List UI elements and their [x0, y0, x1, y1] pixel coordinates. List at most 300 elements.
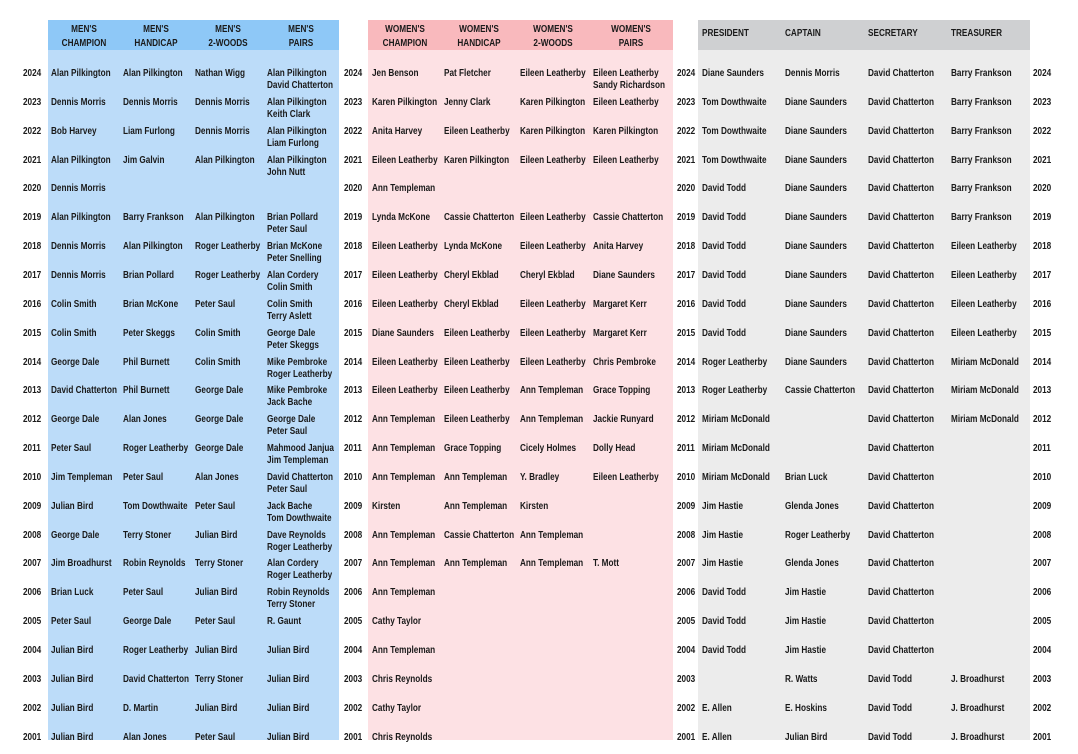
year-label: 2014 [23, 357, 42, 368]
women-cell: Ann Templeman [372, 183, 436, 194]
officer-cell: Diane Saunders [785, 270, 847, 281]
officer-cell: Jim Hastie [785, 587, 827, 598]
men-cell: Roger Leatherby [123, 645, 189, 656]
men-cell: Terry Stoner [123, 530, 172, 541]
men-cell: Peter Saul [123, 587, 164, 598]
men-header-2-line: MEN'S [143, 24, 169, 35]
officer-cell: David Chatterton [868, 97, 935, 108]
year-label: 2018 [677, 241, 696, 252]
women-cell: Karen Pilkington [444, 155, 510, 166]
men-cell: Julian Bird [195, 645, 238, 656]
men-cell: Dennis Morris [51, 241, 106, 252]
men-cell: Peter Saul [51, 616, 92, 627]
men-cell: Julian Bird [267, 645, 310, 656]
men-cell: Alan Cordery Colin Smith [267, 270, 319, 293]
officer-cell: Roger Leatherby [785, 530, 851, 541]
men-header-3-line: MEN'S [215, 24, 241, 35]
year-label: 2018 [1033, 241, 1052, 252]
year-label: 2021 [677, 155, 696, 166]
women-header-3-line: 2-WOODS [533, 38, 573, 49]
men-cell: Peter Saul [195, 501, 236, 512]
men-cell: George Dale [195, 414, 244, 425]
men-cell: Julian Bird [195, 703, 238, 714]
officer-cell: David Chatterton [868, 472, 935, 483]
year-label: 2023 [23, 97, 42, 108]
women-cell: Jackie Runyard [593, 414, 654, 425]
year-label: 2010 [23, 472, 42, 483]
officer-cell: David Chatterton [868, 299, 935, 310]
officer-cell: Miriam McDonald [951, 414, 1019, 425]
year-label: 2019 [677, 212, 696, 223]
officer-cell: Diane Saunders [785, 183, 847, 194]
women-header-2-line: WOMEN'S [459, 24, 499, 35]
officer-cell: Diane Saunders [702, 68, 764, 79]
year-label: 2016 [344, 299, 363, 310]
year-label: 2024 [677, 68, 696, 79]
officer-cell: Tom Dowthwaite [702, 97, 767, 108]
year-label: 2002 [677, 703, 696, 714]
women-cell: Diane Saunders [593, 270, 655, 281]
year-label: 2013 [23, 385, 42, 396]
women-cell: Eileen Leatherby [444, 357, 510, 368]
year-label: 2005 [344, 616, 363, 627]
officer-cell: David Todd [868, 732, 913, 743]
year-label: 2006 [344, 587, 363, 598]
men-cell: D. Martin [123, 703, 159, 714]
men-cell: Peter Saul [123, 472, 164, 483]
men-cell: Alan Pilkington Liam Furlong [267, 126, 327, 149]
officer-cell: David Chatterton [868, 357, 935, 368]
year-label: 2002 [1033, 703, 1052, 714]
men-cell: Julian Bird [267, 732, 310, 743]
officer-cell: David Chatterton [868, 328, 935, 339]
men-header-4-line: MEN'S [288, 24, 314, 35]
women-cell: Ann Templeman [520, 558, 584, 569]
officer-header-treasurer: TREASURER [951, 28, 1003, 39]
year-label: 2015 [677, 328, 696, 339]
men-cell: Roger Leatherby [195, 270, 261, 281]
men-cell: Liam Furlong [123, 126, 175, 137]
officer-cell: David Todd [868, 674, 913, 685]
year-label: 2015 [23, 328, 42, 339]
year-label: 2012 [1033, 414, 1052, 425]
men-cell: Bob Harvey [51, 126, 97, 137]
year-label: 2022 [1033, 126, 1052, 137]
women-cell: Lynda McKone [372, 212, 431, 223]
year-label: 2001 [677, 732, 696, 743]
men-cell: Brian McKone [123, 299, 179, 310]
men-cell: David Chatterton Peter Saul [267, 472, 334, 495]
women-cell: Ann Templeman [372, 558, 436, 569]
men-cell: Phil Burnett [123, 357, 170, 368]
women-cell: Eileen Leatherby [444, 328, 510, 339]
men-cell: Brian Pollard Peter Saul [267, 212, 319, 235]
year-label: 2024 [1033, 68, 1052, 79]
men-header-4 [260, 23, 342, 51]
officer-cell: Barry Frankson [951, 155, 1012, 166]
men-header-1-line: MEN'S [71, 24, 97, 35]
men-cell: Alan Pilkington John Nutt [267, 155, 327, 178]
year-label: 2014 [1033, 357, 1052, 368]
women-cell: Margaret Kerr [593, 328, 647, 339]
officer-cell: David Chatterton [868, 68, 935, 79]
year-label: 2006 [677, 587, 696, 598]
men-cell: Julian Bird [51, 645, 94, 656]
men-cell: George Dale [51, 530, 100, 541]
women-cell: Cassie Chatterton [444, 212, 515, 223]
women-cell: Ann Templeman [520, 414, 584, 425]
women-header-2 [438, 23, 520, 51]
women-cell: Cathy Taylor [372, 703, 422, 714]
year-label: 2008 [1033, 530, 1052, 541]
year-label: 2013 [344, 385, 363, 396]
men-cell: George Dale [51, 414, 100, 425]
men-cell: Jack Bache Tom Dowthwaite [267, 501, 332, 524]
women-cell: Eileen Leatherby [444, 385, 510, 396]
women-header-1-line: WOMEN'S [385, 24, 425, 35]
women-header-4-line: PAIRS [618, 38, 644, 49]
men-cell: Roger Leatherby [195, 241, 261, 252]
women-cell: Eileen Leatherby [444, 414, 510, 425]
officer-cell: Miriam McDonald [951, 385, 1019, 396]
men-cell: Mike Pembroke Jack Bache [267, 385, 328, 408]
women-cell: Cheryl Ekblad [520, 270, 575, 281]
men-header-4-line: PAIRS [288, 38, 314, 49]
officer-cell: Glenda Jones [785, 558, 839, 569]
officer-cell: R. Watts [785, 674, 818, 685]
officer-cell: David Todd [702, 183, 747, 194]
men-cell: Brian McKone Peter Snelling [267, 241, 323, 264]
men-cell: Alan Jones [195, 472, 239, 483]
officer-cell: Tom Dowthwaite [702, 126, 767, 137]
officer-cell: Jim Hastie [702, 530, 744, 541]
year-label: 2004 [677, 645, 696, 656]
year-label: 2020 [677, 183, 696, 194]
year-label: 2020 [344, 183, 363, 194]
officer-cell: Jim Hastie [702, 501, 744, 512]
men-cell: Alan Jones [123, 414, 167, 425]
year-label: 2001 [23, 732, 42, 743]
women-header-1-line: CHAMPION [382, 38, 428, 49]
officer-cell: Glenda Jones [785, 501, 839, 512]
year-label: 2010 [344, 472, 363, 483]
officer-cell: Cassie Chatterton [785, 385, 856, 396]
women-cell: Ann Templeman [444, 558, 508, 569]
women-cell: Eileen Leatherby [593, 97, 659, 108]
women-cell: Eileen Leatherby [593, 472, 659, 483]
men-cell: Alan Pilkington Keith Clark [267, 97, 327, 120]
officer-cell: Tom Dowthwaite [702, 155, 767, 166]
year-label: 2021 [344, 155, 363, 166]
officer-cell: Jim Hastie [785, 645, 827, 656]
men-cell: Nathan Wigg [195, 68, 246, 79]
officer-cell: David Todd [702, 270, 747, 281]
women-cell: Diane Saunders [372, 328, 434, 339]
men-cell: Colin Smith [51, 328, 97, 339]
men-cell: George Dale [195, 443, 244, 454]
officer-cell: Barry Frankson [951, 126, 1012, 137]
officer-header-president: PRESIDENT [702, 28, 749, 39]
year-label: 2002 [344, 703, 363, 714]
officer-cell: David Todd [868, 703, 913, 714]
year-label: 2011 [1033, 443, 1051, 454]
men-cell: Dennis Morris [195, 97, 250, 108]
men-header-3-line: 2-WOODS [208, 38, 248, 49]
men-cell: George Dale [195, 385, 244, 396]
year-label: 2009 [344, 501, 363, 512]
officer-cell: David Chatterton [868, 414, 935, 425]
men-cell: Julian Bird [195, 587, 238, 598]
men-cell: Colin Smith [51, 299, 97, 310]
year-label: 2007 [1033, 558, 1052, 569]
year-label: 2020 [23, 183, 42, 194]
officer-cell: Eileen Leatherby [951, 270, 1017, 281]
women-cell: Ann Templeman [520, 530, 584, 541]
year-label: 2005 [1033, 616, 1052, 627]
women-cell: Ann Templeman [520, 385, 584, 396]
women-cell: Eileen Leatherby [372, 299, 438, 310]
men-cell: Dennis Morris [123, 97, 178, 108]
officer-cell: E. Allen [702, 732, 732, 743]
men-cell: Julian Bird [51, 732, 94, 743]
men-cell: Robin Reynolds Terry Stoner [267, 587, 330, 610]
men-cell: Alan Pilkington [51, 155, 111, 166]
officer-cell: Roger Leatherby [702, 385, 768, 396]
year-label: 2024 [23, 68, 42, 79]
women-header-4 [590, 23, 672, 51]
year-label: 2017 [23, 270, 42, 281]
year-label: 2001 [1033, 732, 1052, 743]
year-label: 2022 [677, 126, 696, 137]
men-cell: George Dale [51, 357, 100, 368]
women-cell: Karen Pilkington [593, 126, 659, 137]
women-cell: Ann Templeman [372, 472, 436, 483]
officer-cell: Eileen Leatherby [951, 328, 1017, 339]
officer-cell: David Todd [702, 616, 747, 627]
year-label: 2013 [1033, 385, 1052, 396]
year-label: 2003 [344, 674, 363, 685]
men-cell: Julian Bird [51, 501, 94, 512]
year-label: 2013 [677, 385, 696, 396]
officer-cell: Diane Saunders [785, 328, 847, 339]
officer-cell: Julian Bird [785, 732, 828, 743]
men-cell: Julian Bird [267, 674, 310, 685]
officer-cell: Jim Hastie [785, 616, 827, 627]
men-cell: Mahmood Janjua Jim Templeman [267, 443, 334, 466]
year-label: 2004 [344, 645, 363, 656]
men-cell: Dennis Morris [51, 270, 106, 281]
year-label: 2008 [23, 530, 42, 541]
year-label: 2006 [1033, 587, 1052, 598]
year-label: 2002 [23, 703, 42, 714]
women-cell: Eileen Leatherby [520, 155, 586, 166]
year-label: 2003 [23, 674, 42, 685]
officer-cell: David Chatterton [868, 126, 935, 137]
women-cell: Anita Harvey [593, 241, 644, 252]
officer-cell: David Chatterton [868, 558, 935, 569]
officer-cell: Diane Saunders [785, 357, 847, 368]
year-label: 2001 [344, 732, 363, 743]
men-cell: Dave Reynolds Roger Leatherby [267, 530, 333, 553]
officer-cell: David Chatterton [868, 587, 935, 598]
year-label: 2018 [344, 241, 363, 252]
men-header-1-line: CHAMPION [61, 38, 107, 49]
year-label: 2016 [677, 299, 696, 310]
women-cell: T. Mott [593, 558, 619, 569]
year-label: 2022 [344, 126, 363, 137]
men-cell: Peter Saul [195, 732, 236, 743]
men-cell: Dennis Morris [51, 97, 106, 108]
men-cell: Alan Pilkington [195, 212, 255, 223]
women-cell: Eileen Leatherby [520, 328, 586, 339]
year-label: 2016 [23, 299, 42, 310]
officer-cell: E. Hoskins [785, 703, 827, 714]
officer-cell: J. Broadhurst [951, 703, 1005, 714]
year-label: 2003 [1033, 674, 1052, 685]
year-label: 2006 [23, 587, 42, 598]
women-cell: Eileen Leatherby [520, 241, 586, 252]
men-cell: David Chatterton [51, 385, 118, 396]
year-label: 2019 [23, 212, 42, 223]
officer-cell: David Todd [702, 241, 747, 252]
women-header-3 [512, 23, 594, 51]
women-cell: Chris Reynolds [372, 732, 433, 743]
women-cell: Eileen Leatherby [520, 212, 586, 223]
men-cell: Peter Saul [195, 616, 236, 627]
officer-cell: Brian Luck [785, 472, 828, 483]
men-cell: Mike Pembroke Roger Leatherby [267, 357, 333, 380]
officer-cell: Barry Frankson [951, 183, 1012, 194]
year-label: 2023 [677, 97, 696, 108]
women-cell: Eileen Leatherby [520, 357, 586, 368]
officer-cell: Miriam McDonald [951, 357, 1019, 368]
women-cell: Grace Topping [444, 443, 502, 454]
year-label: 2007 [344, 558, 363, 569]
women-cell: Kirsten [520, 501, 549, 512]
year-label: 2017 [1033, 270, 1052, 281]
women-cell: Pat Fletcher [444, 68, 491, 79]
officer-header-secretary: SECRETARY [868, 28, 918, 39]
year-label: 2015 [1033, 328, 1052, 339]
year-label: 2004 [23, 645, 42, 656]
women-header-1 [364, 23, 446, 51]
women-cell: Margaret Kerr [593, 299, 647, 310]
women-cell: Chris Reynolds [372, 674, 433, 685]
officer-cell: Diane Saunders [785, 299, 847, 310]
officer-cell: David Chatterton [868, 501, 935, 512]
women-cell: Eileen Leatherby [372, 241, 438, 252]
men-cell: Julian Bird [51, 703, 94, 714]
men-cell: Julian Bird [267, 703, 310, 714]
women-cell: Lynda McKone [444, 241, 503, 252]
men-cell: Robin Reynolds [123, 558, 186, 569]
women-cell: Grace Topping [593, 385, 651, 396]
officer-cell: Miriam McDonald [702, 443, 770, 454]
year-label: 2011 [677, 443, 695, 454]
year-label: 2018 [23, 241, 42, 252]
officer-cell: David Todd [702, 645, 747, 656]
men-cell: Peter Skeggs [123, 328, 175, 339]
women-cell: Cassie Chatterton [444, 530, 515, 541]
women-cell: Karen Pilkington [520, 97, 586, 108]
year-label: 2012 [677, 414, 696, 425]
year-label: 2007 [23, 558, 42, 569]
officer-cell: David Chatterton [868, 616, 935, 627]
women-cell: Ann Templeman [372, 443, 436, 454]
year-label: 2007 [677, 558, 696, 569]
officer-cell: Diane Saunders [785, 212, 847, 223]
men-cell: Julian Bird [195, 530, 238, 541]
year-label: 2015 [344, 328, 363, 339]
men-header-1 [43, 23, 125, 51]
women-cell: Cassie Chatterton [593, 212, 664, 223]
men-cell: Tom Dowthwaite [123, 501, 188, 512]
year-label: 2024 [344, 68, 363, 79]
women-header-2-line: HANDICAP [457, 38, 501, 49]
men-cell: Colin Smith [195, 328, 241, 339]
women-cell: Jen Benson [372, 68, 419, 79]
men-cell: David Chatterton [123, 674, 190, 685]
men-cell: Alan Pilkington [51, 212, 111, 223]
men-cell: Dennis Morris [51, 183, 106, 194]
women-cell: Eileen Leatherby [372, 155, 438, 166]
officer-header-captain: CAPTAIN [785, 28, 821, 39]
men-cell: Alan Pilkington [51, 68, 111, 79]
men-cell: Colin Smith Terry Aslett [267, 299, 313, 322]
year-label: 2008 [344, 530, 363, 541]
year-label: 2012 [344, 414, 363, 425]
officer-cell: Miriam McDonald [702, 414, 770, 425]
officer-cell: David Chatterton [868, 241, 935, 252]
year-label: 2014 [677, 357, 696, 368]
year-label: 2011 [344, 443, 362, 454]
women-cell: Karen Pilkington [520, 126, 586, 137]
women-cell: Eileen Leatherby [520, 68, 586, 79]
women-cell: Eileen Leatherby [372, 270, 438, 281]
officer-cell: Roger Leatherby [702, 357, 768, 368]
women-cell: Ann Templeman [372, 530, 436, 541]
men-cell: Alan Pilkington David Chatterton [267, 68, 334, 91]
men-cell: George Dale [123, 616, 172, 627]
officer-cell: David Todd [702, 212, 747, 223]
men-header-2 [115, 23, 197, 51]
women-cell: Cathy Taylor [372, 616, 422, 627]
officer-cell: J. Broadhurst [951, 732, 1005, 743]
men-cell: Jim Templeman [51, 472, 113, 483]
year-label: 2021 [23, 155, 42, 166]
women-cell: Dolly Head [593, 443, 636, 454]
men-cell: Terry Stoner [195, 558, 244, 569]
men-cell: R. Gaunt [267, 616, 302, 627]
women-cell: Ann Templeman [372, 587, 436, 598]
officer-cell: David Chatterton [868, 443, 935, 454]
officer-cell: E. Allen [702, 703, 732, 714]
men-cell: Alan Pilkington [123, 68, 183, 79]
officer-cell: Jim Hastie [702, 558, 744, 569]
women-cell: Ann Templeman [372, 645, 436, 656]
women-cell: Cheryl Ekblad [444, 299, 499, 310]
women-cell: Eileen Leatherby [520, 299, 586, 310]
officer-cell: J. Broadhurst [951, 674, 1005, 685]
women-cell: Eileen Leatherby [372, 385, 438, 396]
year-label: 2016 [1033, 299, 1052, 310]
men-cell: Terry Stoner [195, 674, 244, 685]
women-cell: Eileen Leatherby [372, 357, 438, 368]
women-cell: Ann Templeman [372, 414, 436, 425]
officer-cell: David Chatterton [868, 645, 935, 656]
men-cell: Barry Frankson [123, 212, 184, 223]
officer-cell: Barry Frankson [951, 97, 1012, 108]
